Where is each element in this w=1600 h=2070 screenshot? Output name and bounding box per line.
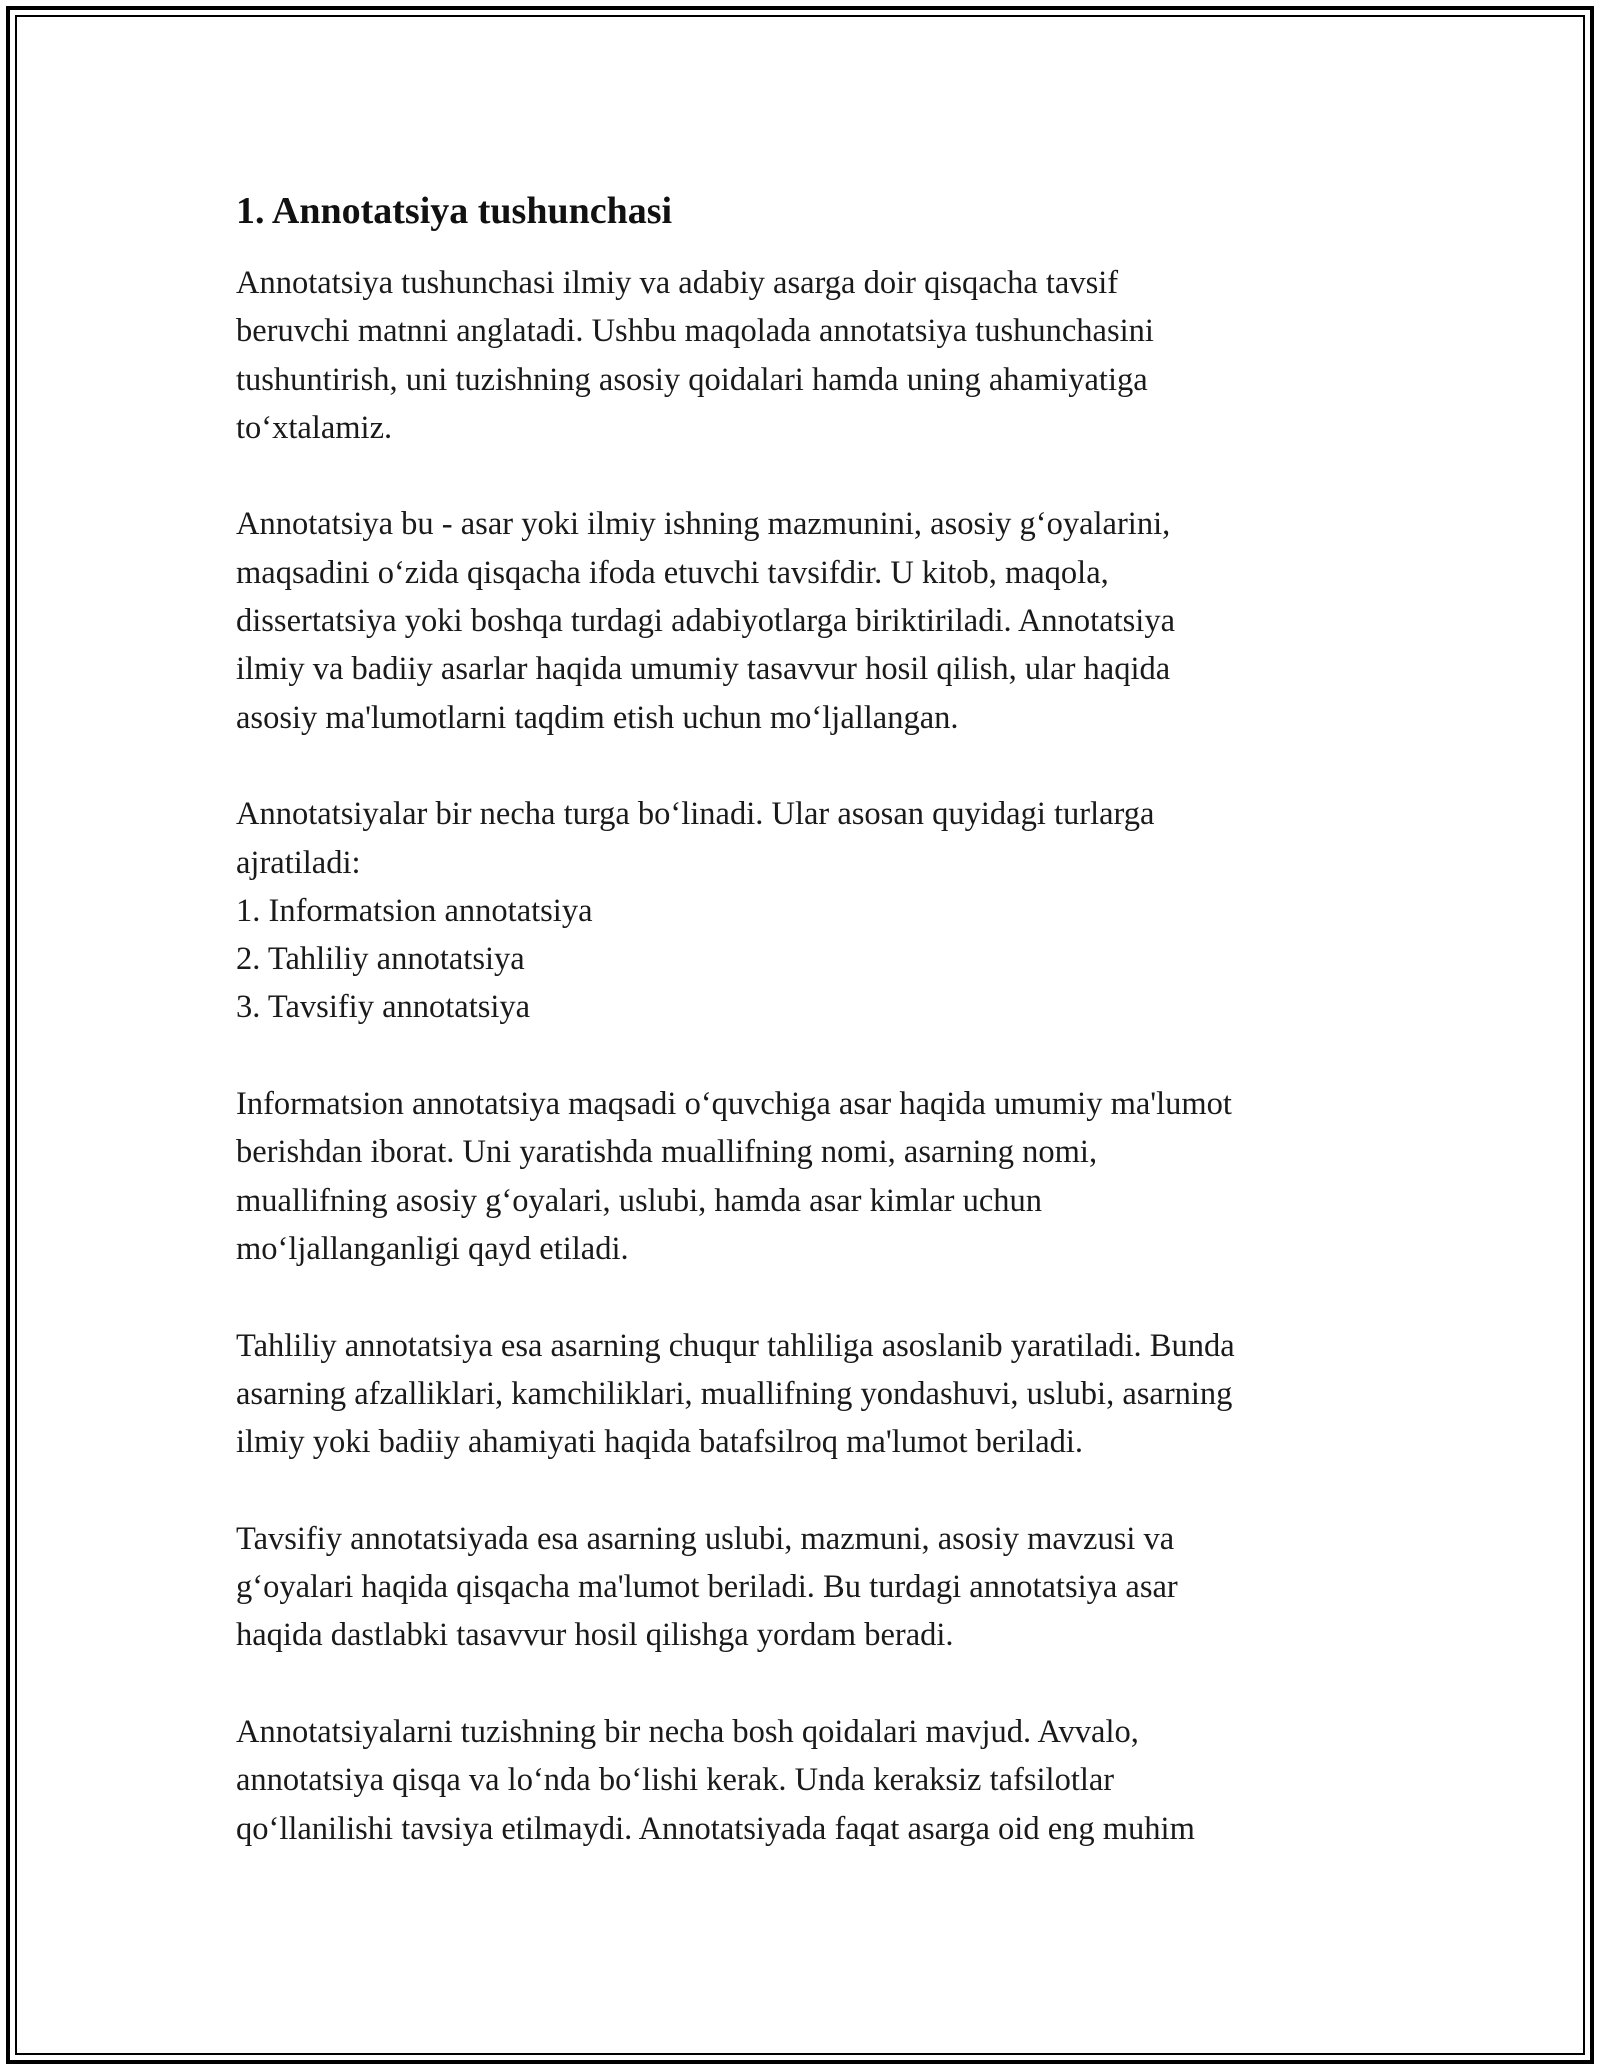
paragraph	[236, 259, 1376, 452]
text-line: g‘oyalari haqida qisqacha ma'lumot beriladi. Bu turdagi annotatsiya asar	[236, 1569, 1178, 1606]
text-line: 3. Tavsifiy annotatsiya	[236, 989, 531, 1026]
text-line: asosiy ma'lumotlarni taqdim etish uchun mo‘ljallangan.	[236, 699, 959, 736]
text-line: muallifning asosiy g‘oyalari, uslubi, hamda asar kimlar uchun	[236, 1182, 1042, 1219]
text-line: Annotatsiya tushunchasi ilmiy va adabiy asarga doir qisqacha tavsif	[236, 265, 1119, 301]
text-line: qo‘llanilishi tavsiya etilmaydi. Annotatsiyada faqat asarga oid eng muhim	[236, 1810, 1195, 1847]
text-line: ilmiy yoki badiiy ahamiyati haqida batafsilroq ma'lumot beriladi.	[236, 1424, 1084, 1461]
paragraph	[236, 790, 1376, 1031]
text-line: 2. Tahliliy annotatsiya	[236, 941, 525, 978]
document-body	[236, 186, 1376, 1901]
section-heading: 1. Annotatsiya tushunchasi	[236, 190, 673, 232]
paragraph	[236, 1322, 1376, 1467]
paragraph	[236, 500, 1376, 741]
text-line: Tahliliy annotatsiya esa asarning chuqur tahliliga asoslanib yaratiladi. Bunda	[236, 1327, 1235, 1364]
text-line: Tavsifiy annotatsiyada esa asarning uslubi, mazmuni, asosiy mavzusi va	[236, 1520, 1175, 1557]
paragraph	[236, 1080, 1376, 1273]
text-line: mo‘ljallanganligi qayd etiladi.	[236, 1230, 629, 1267]
text-line: 1. Informatsion annotatsiya	[236, 892, 593, 929]
text-line: Annotatsiyalar bir necha turga bo‘linadi. Ular asosan quyidagi turlarga	[236, 796, 1155, 833]
text-line: to‘xtalamiz.	[236, 409, 393, 446]
text-line: tushuntirish, uni tuzishning asosiy qoidalari hamda uning ahamiyatiga	[236, 361, 1148, 398]
text-line: ajratiladi:	[236, 844, 361, 881]
text-line: asarning afzalliklari, kamchiliklari, muallifning yondashuvi, uslubi, asarning	[236, 1375, 1233, 1412]
text-line: dissertatsiya yoki boshqa turdagi adabiyotlarga biriktiriladi. Annotatsiya	[236, 603, 1176, 640]
text-line: annotatsiya qisqa va lo‘nda bo‘lishi kerak. Unda keraksiz tafsilotlar	[236, 1762, 1115, 1799]
text-line: haqida dastlabki tasavvur hosil qilishga yordam beradi.	[236, 1617, 954, 1654]
text-line: Informatsion annotatsiya maqsadi o‘quvchiga asar haqida umumiy ma'lumot	[236, 1086, 1232, 1123]
paragraph	[236, 1708, 1376, 1853]
text-line: Annotatsiya bu - asar yoki ilmiy ishning mazmunini, asosiy g‘oyalarini,	[236, 506, 1171, 543]
paragraph-container	[236, 259, 1376, 1853]
text-line: Annotatsiyalarni tuzishning bir necha bosh qoidalari mavjud. Avvalo,	[236, 1713, 1139, 1750]
paragraph	[236, 1515, 1376, 1660]
text-line: berishdan iborat. Uni yaratishda muallifning nomi, asarning nomi,	[236, 1134, 1098, 1171]
text-line: beruvchi matnni anglatadi. Ushbu maqolada annotatsiya tushunchasini	[236, 313, 1154, 350]
text-line: maqsadini o‘zida qisqacha ifoda etuvchi tavsifdir. U kitob, maqola,	[236, 554, 1109, 591]
text-line: ilmiy va badiiy asarlar haqida umumiy tasavvur hosil qilish, ular haqida	[236, 651, 1171, 688]
